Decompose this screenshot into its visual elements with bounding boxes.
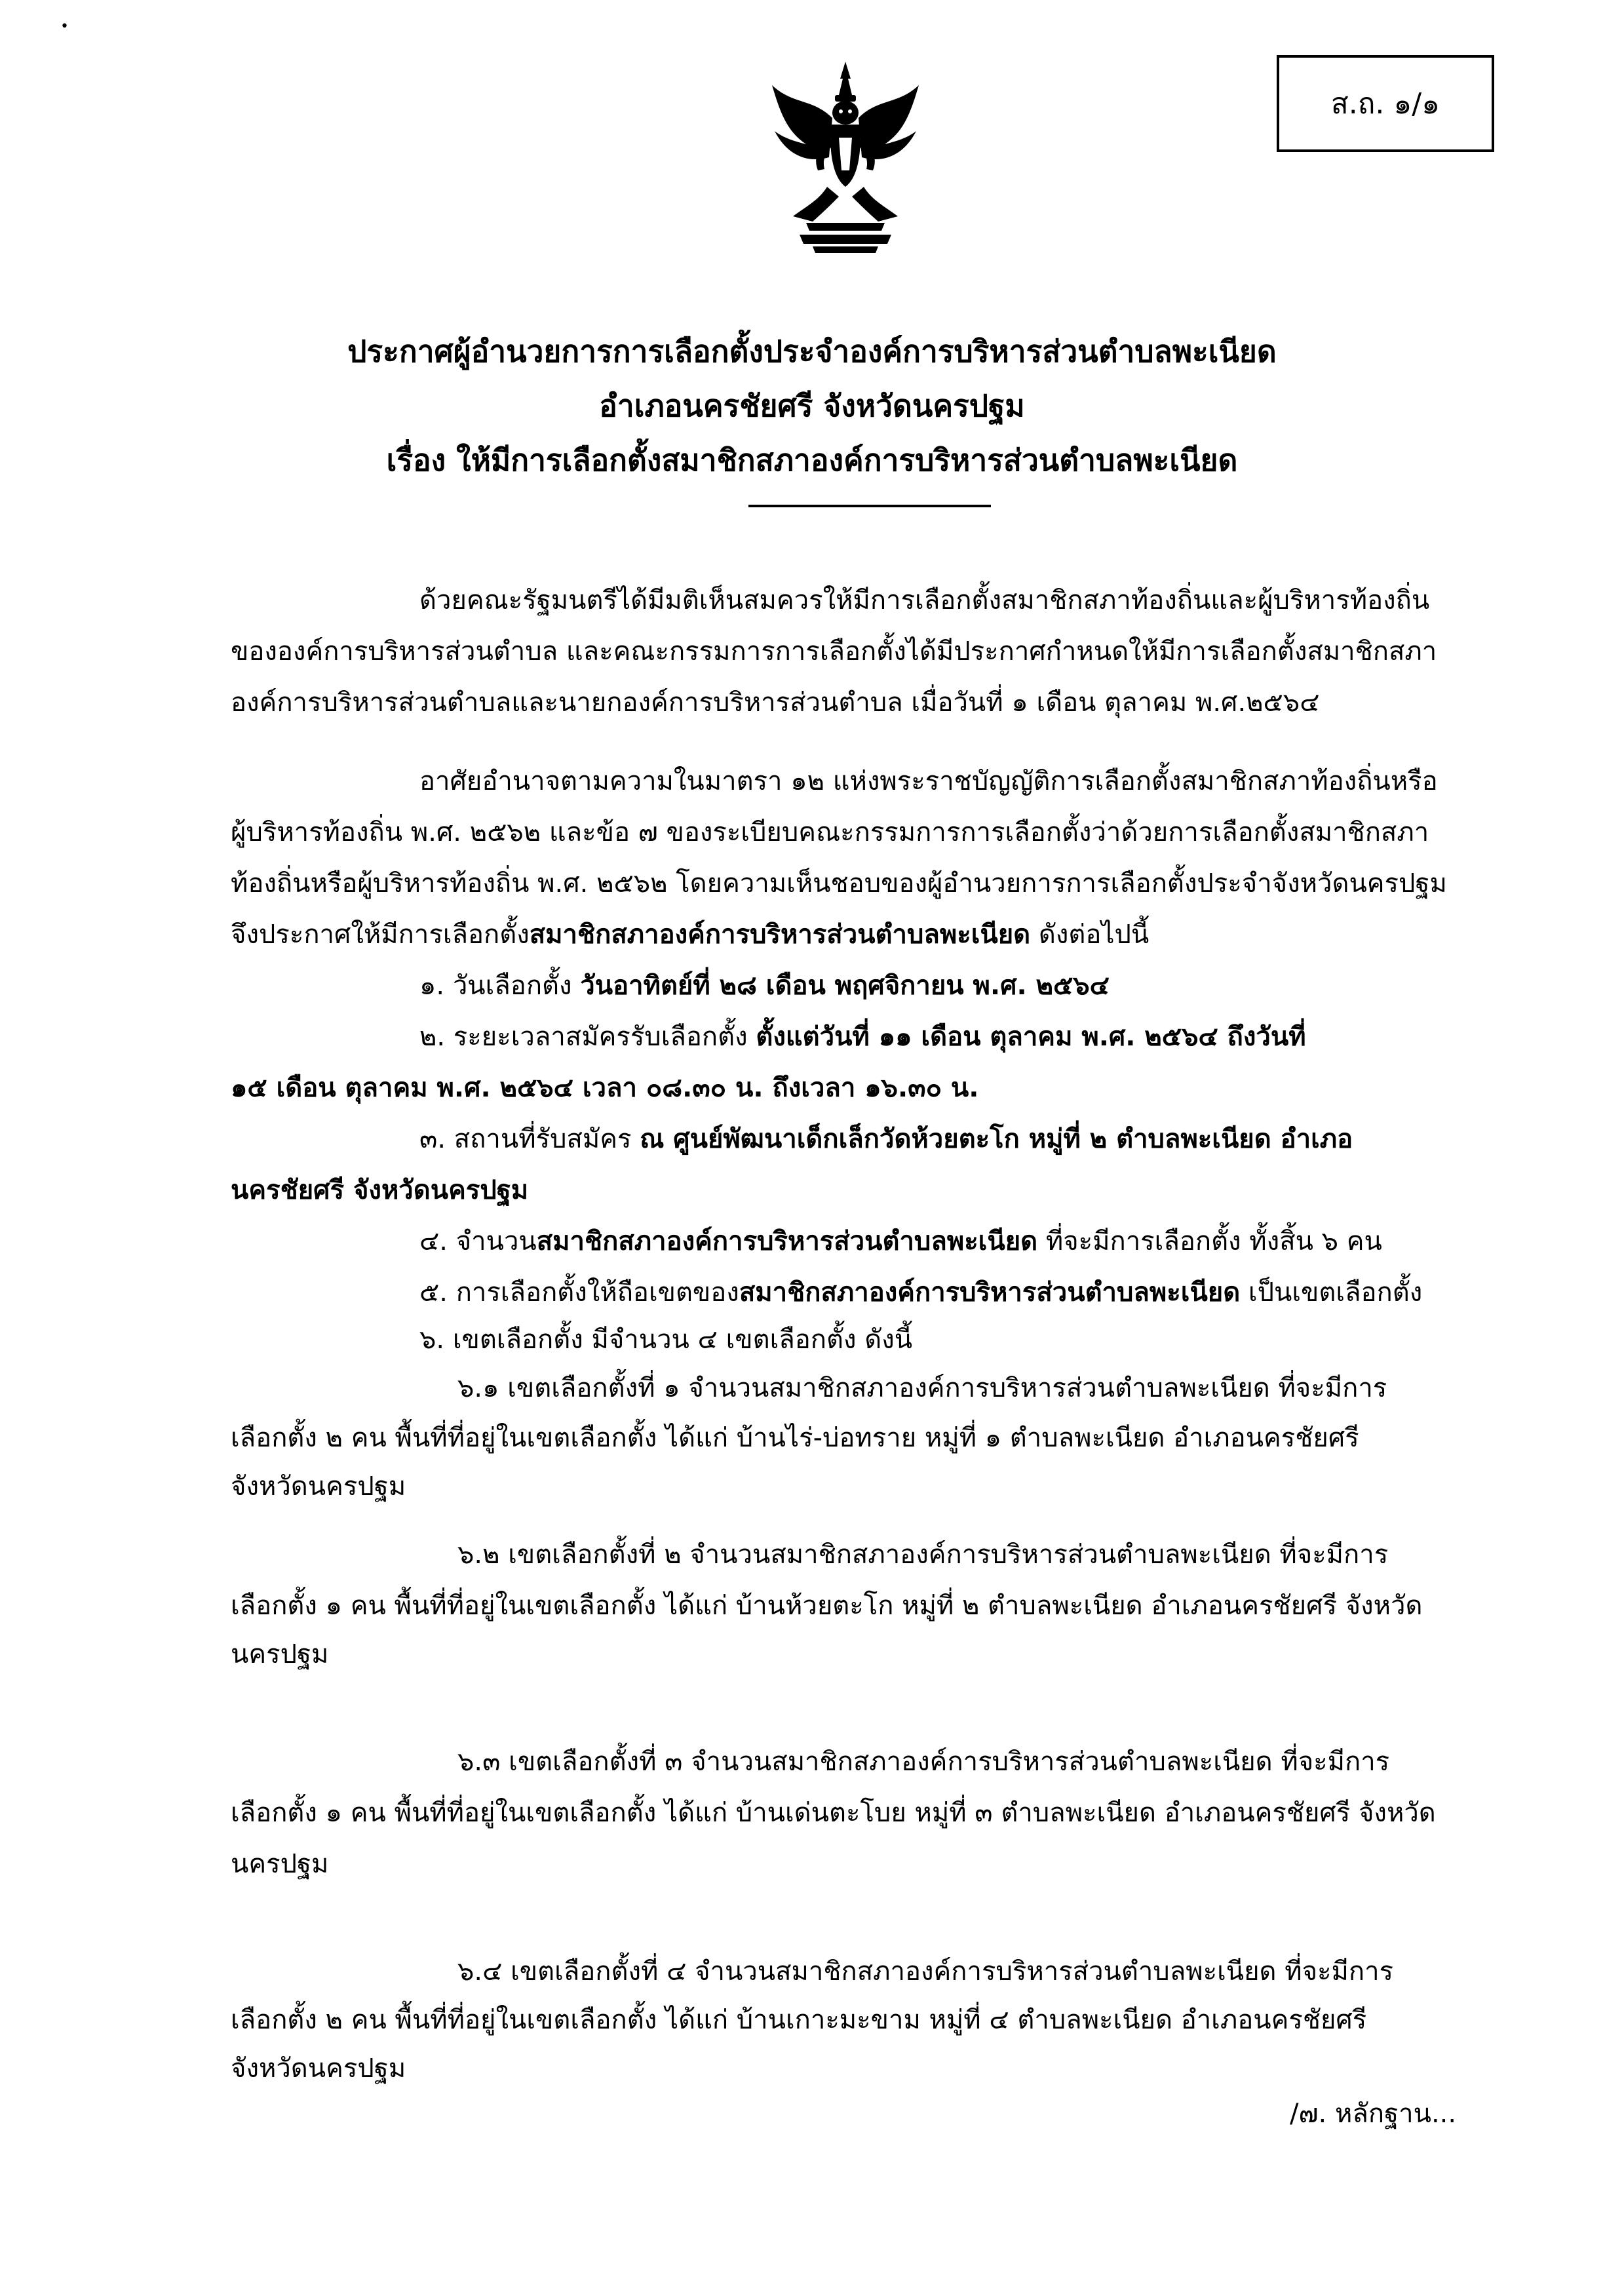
title-divider xyxy=(748,505,991,507)
item-5-end: เป็นเขตเลือกตั้ง xyxy=(1240,1277,1423,1308)
item-2-cont: ๑๕ เดือน ตุลาคม พ.ศ. ๒๕๖๔ เวลา ๐๘.๓๐ น. ถึงเวลา ๑๖.๓๐ น. xyxy=(231,1073,979,1103)
item-2 xyxy=(419,1012,1306,1062)
zone-3-line-1: ๖.๓ เขตเลือกตั้งที่ ๓ จำนวนสมาชิกสภาองค์การบริหารส่วนตำบลพะเนียด ที่จะมีการ xyxy=(457,1747,1390,1777)
form-code: ส.ถ. ๑/๑ xyxy=(1330,87,1440,121)
item-4-bold: สมาชิกสภาองค์การบริหารส่วนตำบลพะเนียด xyxy=(536,1226,1038,1256)
zone-3-line-3: นครปฐม xyxy=(231,1849,329,1879)
item-2-label: ๒. ระยะเวลาสมัครรับเลือกตั้ง xyxy=(419,1022,756,1052)
item-6: ๖. เขตเลือกตั้ง มีจำนวน ๔ เขตเลือกตั้ง ดังนี้ xyxy=(419,1325,913,1355)
item-1 xyxy=(419,961,1110,1011)
item-5 xyxy=(419,1268,1422,1317)
item-2-value: ตั้งแต่วันที่ ๑๑ เดือน ตุลาคม พ.ศ. ๒๕๖๔ ถึงวันที่ xyxy=(756,1022,1306,1052)
item-5-label: ๕. การเลือกตั้งให้ถือเขตของ xyxy=(419,1277,739,1308)
zone-4-line-2: เลือกตั้ง ๒ คน พื้นที่ที่อยู่ในเขตเลือกตั้ง ได้แก่ บ้านเกาะมะขาม หมู่ที่ ๔ ตำบลพะเนียด อำเภอนครชัยศรี xyxy=(231,2005,1367,2035)
authority-line-1: อาศัยอำนาจตามความในมาตรา ๑๒ แห่งพระราชบัญญัติการเลือกตั้งสมาชิกสภาท้องถิ่นหรือ xyxy=(419,766,1438,796)
title-line-1: ประกาศผู้อำนวยการการเลือกตั้งประจำองค์การบริหารส่วนตำบลพะเนียด xyxy=(347,334,1277,369)
intro-line-3: องค์การบริหารส่วนตำบลและนายกองค์การบริหารส่วนตำบล เมื่อวันที่ ๑ เดือน ตุลาคม พ.ศ.๒๕๖๔ xyxy=(231,688,1320,718)
item-3-value: ณ ศูนย์พัฒนาเด็กเล็กวัดห้วยตะโก หมู่ที่ ๒ ตำบลพะเนียด อำเภอ xyxy=(640,1124,1353,1154)
zone-4-line-3: จังหวัดนครปฐม xyxy=(231,2053,406,2084)
zone-1-line-2: เลือกตั้ง ๒ คน พื้นที่ที่อยู่ในเขตเลือกตั้ง ได้แก่ บ้านไร่-บ่อทราย หมู่ที่ ๑ ตำบลพะเนียด อำเภอนครชัยศรี xyxy=(231,1423,1359,1453)
item-3-cont: นครชัยศรี จังหวัดนครปฐม xyxy=(231,1175,529,1205)
garuda-emblem-icon xyxy=(767,59,924,256)
zone-1-line-3: จังหวัดนครปฐม xyxy=(231,1471,406,1502)
authority-line-3: ท้องถิ่นหรือผู้บริหารท้องถิ่น พ.ศ. ๒๕๖๒ โดยความเห็นชอบของผู้อำนวยการการเลือกตั้งประจำจังหวัดนครปฐม xyxy=(231,868,1447,899)
zone-2-line-3: นครปฐม xyxy=(231,1639,329,1669)
zone-3-line-2: เลือกตั้ง ๑ คน พื้นที่ที่อยู่ในเขตเลือกตั้ง ได้แก่ บ้านเด่นตะโบย หมู่ที่ ๓ ตำบลพะเนียด อำเภอนครชัยศรี จังหวัด xyxy=(231,1798,1436,1828)
form-code-box xyxy=(1277,55,1494,152)
authority-line-4 xyxy=(231,910,1149,960)
authority-line-4-bold: สมาชิกสภาองค์การบริหารส่วนตำบลพะเนียด xyxy=(529,920,1031,950)
item-4-label: ๔. จำนวน xyxy=(419,1226,537,1256)
intro-line-1: ด้วยคณะรัฐมนตรีได้มีมติเห็นสมควรให้มีการเลือกตั้งสมาชิกสภาท้องถิ่นและผู้บริหารท้องถิ่น xyxy=(419,585,1430,615)
item-4 xyxy=(419,1216,1382,1266)
item-3-label: ๓. สถานที่รับสมัคร xyxy=(419,1124,640,1154)
authority-line-2: ผู้บริหารท้องถิ่น พ.ศ. ๒๕๖๒ และข้อ ๗ ของระเบียบคณะกรรมการการเลือกตั้งว่าด้วยการเลือกตั้งสมาชิกสภา xyxy=(231,817,1429,847)
zone-2-line-2: เลือกตั้ง ๑ คน พื้นที่ที่อยู่ในเขตเลือกตั้ง ได้แก่ บ้านห้วยตะโก หมู่ที่ ๒ ตำบลพะเนียด อำเภอนครชัยศรี จังหวัด xyxy=(231,1591,1423,1621)
authority-line-4-end: ดังต่อไปนี้ xyxy=(1030,920,1150,950)
item-5-bold: สมาชิกสภาองค์การบริหารส่วนตำบลพะเนียด xyxy=(739,1277,1241,1308)
authority-line-4-text: จึงประกาศให้มีการเลือกตั้ง xyxy=(231,920,530,950)
zone-1-line-1: ๖.๑ เขตเลือกตั้งที่ ๑ จำนวนสมาชิกสภาองค์การบริหารส่วนตำบลพะเนียด ที่จะมีการ xyxy=(457,1373,1387,1403)
title-line-3: เรื่อง ให้มีการเลือกตั้งสมาชิกสภาองค์การบริหารส่วนตำบลพะเนียด xyxy=(386,442,1238,478)
continuation-note: /๗. หลักฐาน... xyxy=(1290,2099,1457,2129)
title-line-2: อำเภอนครชัยศรี จังหวัดนครปฐม xyxy=(599,388,1025,423)
intro-line-2: ขององค์การบริหารส่วนตำบล และคณะกรรมการการเลือกตั้งได้มีประกาศกำหนดให้มีการเลือกตั้งสมาชิกสภา xyxy=(231,636,1437,667)
item-1-label: ๑. วันเลือกตั้ง xyxy=(419,971,581,1001)
item-1-value: วันอาทิตย์ที่ ๒๘ เดือน พฤศจิกายน พ.ศ. ๒๕๖๔ xyxy=(580,971,1110,1001)
item-4-end: ที่จะมีการเลือกตั้ง ทั้งสิ้น ๖ คน xyxy=(1037,1226,1382,1256)
scan-speck: • xyxy=(60,18,69,35)
zone-4-line-1: ๖.๔ เขตเลือกตั้งที่ ๔ จำนวนสมาชิกสภาองค์การบริหารส่วนตำบลพะเนียด ที่จะมีการ xyxy=(457,1956,1394,1987)
item-3 xyxy=(419,1114,1353,1164)
zone-2-line-1: ๖.๒ เขตเลือกตั้งที่ ๒ จำนวนสมาชิกสภาองค์การบริหารส่วนตำบลพะเนียด ที่จะมีการ xyxy=(457,1540,1389,1570)
